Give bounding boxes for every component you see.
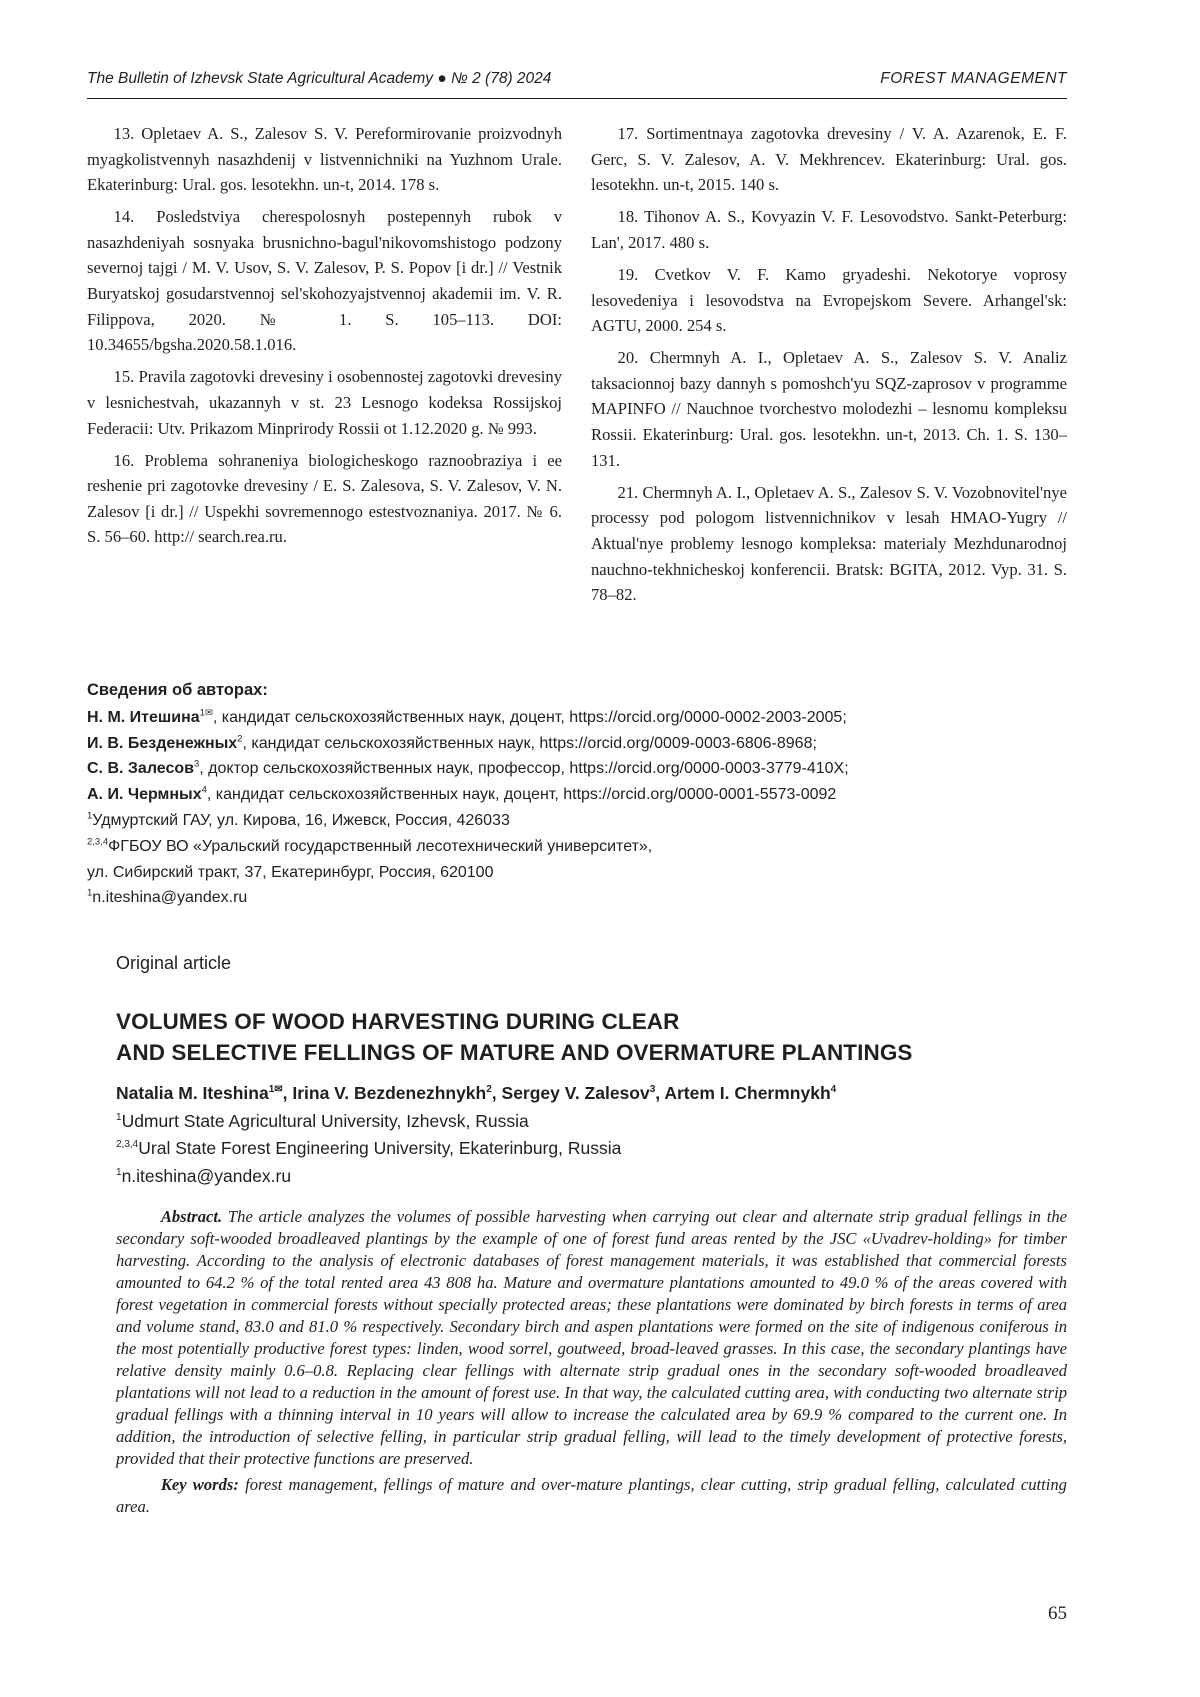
author-name: , Irina V. Bezdenezhnykh	[282, 1083, 487, 1103]
running-header	[87, 70, 1067, 99]
reference-item: 13. Opletaev A. S., Zalesov S. V. Pereformirovanie proizvodnyh myagkolistvennyh nasazhdenij v listvennichniki na Yuzhnom Urale. Ekaterinburg: Ural. gos. lesotekhn. un-t, 2014. 178 s.	[87, 124, 562, 195]
affiliation-sup: 1	[116, 1111, 122, 1123]
author-name: И. В. Безденежных	[87, 734, 238, 752]
keywords-text: forest management, fellings of mature and over-mature plantings, clear cutting, strip gradual felling, calculated cutting area.	[116, 1475, 1067, 1516]
author-sup: 1✉	[268, 1084, 283, 1096]
abstract-label: Abstract.	[160, 1207, 223, 1226]
author-name: Н. М. Итешина	[87, 708, 200, 726]
journal-title: The Bulletin of Izhevsk State Agricultural Academy ● № 2 (78) 2024	[87, 70, 552, 87]
reference-item: 14. Posledstviya cherespolosnyh postepennyh rubok v nasazhdeniyah sosnyaka brusnichno-bagul'nikovomshistogo podzony severnoj tajgi / M. V. Usov, S. V. Zalesov, P. S. Popov [i dr.] // Vestnik Buryatskoj gosudarstvennoj sel'skohozyajstvennoj akademii im. V. R. Filippova, 2020. № 1. S. 105–113. DOI: 10.34655/bgsha.2020.58.1.016.	[87, 207, 562, 355]
affiliation-text: ФГБОУ ВО «Уральский государственный лесотехнический университет»,	[108, 837, 653, 855]
author-sup: 2	[486, 1084, 492, 1096]
author-sup: 2	[237, 733, 243, 745]
author-line	[87, 705, 1087, 731]
affiliation-sup: 2,3,4	[116, 1139, 139, 1151]
author-name: , Sergey V. Zalesov	[491, 1083, 650, 1103]
email-text[interactable]: n.iteshina@yandex.ru	[92, 889, 248, 907]
reference-item: 19. Cvetkov V. F. Kamo gryadeshi. Nekotorye voprosy lesovedeniya i lesovodstva na Evropejskom Severe. Arhangel'sk: AGTU, 2000. 254 s.	[591, 264, 1067, 336]
email-line	[87, 885, 1087, 911]
author-details: , кандидат сельскохозяйственных наук, доцент, https://orcid.org/0000-0001-5573-0092	[206, 786, 837, 804]
page-number: 65	[1048, 1603, 1067, 1624]
email-line	[116, 1163, 1076, 1191]
affiliation-sup: 2,3,4	[87, 836, 109, 848]
keywords-label: Key words:	[160, 1475, 239, 1494]
abstract-block	[116, 1206, 1067, 1518]
author-line	[87, 731, 1087, 757]
abstract-text: The article analyzes the volumes of possible harvesting when carrying out clear and alternate strip gradual fellings in the secondary soft-wooded broadleaved plantings by the example of one of forest fund areas rented by the JSC «Uvadrev-holding» for timber harvesting. According to the analysis of electronic databases of forest management materials, it was established that commercial forests amounted to 64.2 % of the total rented area 43 808 ha. Mature and overmature plantations amounted to 49.0 % of the areas covered with forest vegetation in commercial forests without specially protected areas; these plantations were dominated by birch forests in terms of area and volume stand, 83.0 and 81.0 % respectively. Secondary birch and aspen plantations were formed on the site of indigenous coniferous in the most potentially productive forest types: linden, wood sorrel, goutweed, broad-leaved grasses. In this case, the secondary plantings have relative density mainly 0.6–0.8. Replacing clear fellings with alternate strip gradual ones in the secondary soft-wooded broadleaved plantations will not lead to a reduction in the amount of forest use. In that way, the calculated cutting area, with conducting two alternate strip gradual fellings with a thinning interval in 10 years will allow to increase the calculated area by 69.9 % compared to the current one. In addition, the introduction of selective felling, in particular strip gradual felling, will lead to the timely development of protective forests, provided that their protective functions are preserved.	[116, 1207, 1067, 1468]
author-sup: 4	[830, 1084, 837, 1096]
authors-en	[116, 1080, 1076, 1190]
affiliation-line	[87, 808, 1087, 834]
section-title: FOREST MANAGEMENT	[880, 70, 1067, 87]
author-sup: 3	[193, 759, 200, 771]
affiliation-sup: 1	[87, 810, 93, 822]
title-line: VOLUMES OF WOOD HARVESTING DURING CLEAR	[116, 1009, 680, 1034]
reference-item: 15. Pravila zagotovki drevesiny i osobennostej zagotovki drevesiny v lesnichestvah, ukazannyh v st. 23 Lesnogo kodeksa Rossijskoj Federacii: Utv. Prikazom Minprirody Rossii ot 1.12.2020 g. № 993.	[87, 367, 562, 438]
affiliation-line	[116, 1108, 1076, 1136]
author-sup: 3	[649, 1084, 656, 1096]
authors-info-ru	[87, 678, 1087, 911]
affiliation-text: Ural State Forest Engineering University, Ekaterinburg, Russia	[138, 1138, 622, 1158]
author-names	[116, 1080, 1076, 1108]
email-sup: 1	[116, 1166, 122, 1178]
affiliation-line: ул. Сибирский тракт, 37, Екатеринбург, Россия, 620100	[87, 863, 494, 881]
affiliation-line	[116, 1135, 1076, 1163]
author-name: Natalia M. Iteshina	[116, 1083, 269, 1103]
affiliation-text: Udmurt State Agricultural University, Izhevsk, Russia	[121, 1110, 529, 1131]
authors-info-heading: Сведения об авторах:	[87, 681, 268, 699]
reference-item: 20. Chermnyh A. I., Opletaev A. S., Zalesov S. V. Analiz taksacionnoj bazy dannyh s pomoshch'yu SQZ-zaprosov v programme MAPINFO // Nauchnoe tvorchestvo molodezhi – lesnomu kompleksu Rossii. Ekaterinburg: Ural. gos. lesotekhn. un-t, 2013. Ch. 1. S. 130–131.	[591, 348, 1067, 470]
author-line	[87, 756, 1087, 782]
references-left-column	[87, 121, 562, 557]
references-right-column	[591, 121, 1067, 614]
author-name: А. И. Чермных	[87, 786, 202, 804]
email-sup: 1	[87, 888, 93, 900]
author-sup: 1	[199, 707, 205, 719]
reference-item: 17. Sortimentnaya zagotovka drevesiny / V. A. Azarenok, E. F. Gerc, S. V. Zalesov, A. V. Mekhrencev. Ekaterinburg: Ural. gos. lesotekhn. un-t, 2015. 140 s.	[591, 124, 1067, 195]
mail-icon: ✉	[204, 707, 213, 719]
keywords-paragraph	[116, 1474, 1067, 1518]
author-details: , кандидат сельскохозяйственных наук, доцент, https://orcid.org/0000-0002-2003-2005;	[212, 708, 847, 726]
author-line	[87, 782, 1087, 808]
abstract-paragraph	[116, 1206, 1067, 1470]
reference-item: 18. Tihonov A. S., Kovyazin V. F. Lesovodstvo. Sankt-Peterburg: Lan', 2017. 480 s.	[591, 207, 1067, 252]
article-title	[116, 1006, 1076, 1068]
affiliation-line	[87, 834, 1087, 860]
author-details: , доктор сельскохозяйственных наук, профессор, https://orcid.org/0000-0003-3779-410X;	[199, 760, 849, 778]
title-line: AND SELECTIVE FELLINGS OF MATURE AND OVERMATURE PLANTINGS	[116, 1040, 913, 1065]
reference-item: 16. Problema sohraneniya biologicheskogo raznoobraziya i ee reshenie pri zagotovke drevesiny / E. S. Zalesova, S. V. Zalesov, V. N. Zalesov [i dr.] // Uspekhi sovremennogo estestvoznaniya. 2017. № 6. S. 56–60. http:// search.rea.ru.	[87, 450, 562, 547]
author-sup: 4	[201, 784, 207, 796]
article-type: Original article	[116, 953, 232, 973]
author-name: С. В. Залесов	[87, 760, 194, 778]
email-text[interactable]: n.iteshina@yandex.ru	[121, 1165, 292, 1186]
author-details: , кандидат сельскохозяйственных наук, https://orcid.org/0009-0003-6806-8968;	[242, 734, 817, 752]
reference-item: 21. Chermnyh A. I., Opletaev A. S., Zalesov S. V. Vozobnovitel'nye processy pod pologom listvennichnikov v lesah HMAO-Yugry // Aktual'nye problemy lesnogo kompleksa: materialy Mezhdunarodnoj nauchno-tekhnicheskoj konferencii. Bratsk: BGITA, 2012. Vyp. 31. S. 78–82.	[591, 482, 1067, 605]
author-name: , Artem I. Chermnykh	[655, 1083, 831, 1103]
affiliation-text: Удмуртский ГАУ, ул. Кирова, 16, Ижевск, Россия, 426033	[92, 811, 510, 829]
